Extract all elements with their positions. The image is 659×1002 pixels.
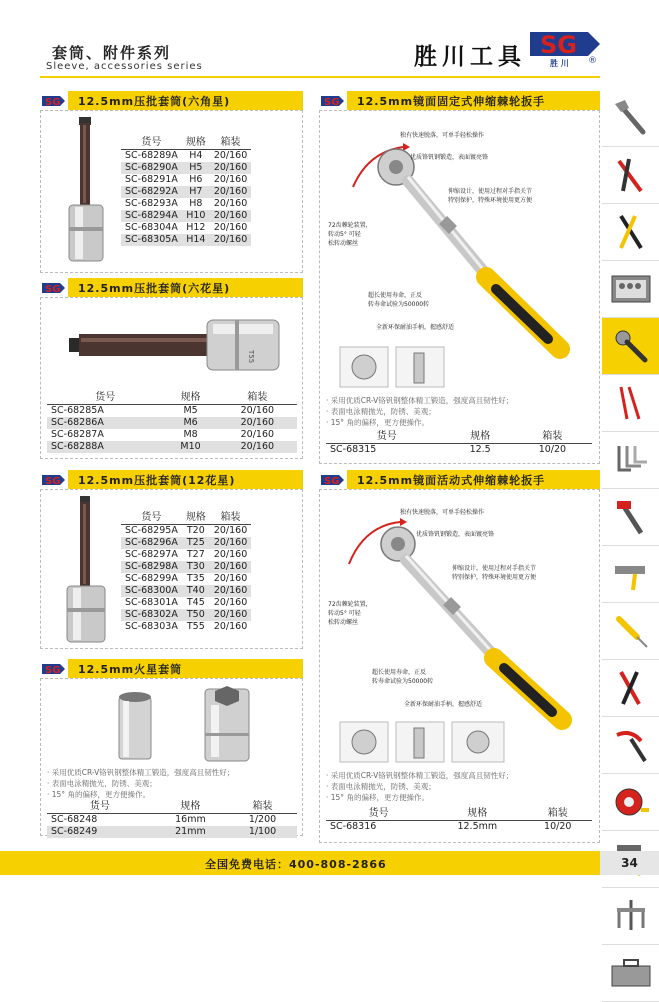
- table-row: [47, 417, 297, 429]
- spline-bit-socket-image: [61, 494, 111, 646]
- category-toolbox[interactable]: [602, 945, 659, 1002]
- table-cell: 20/160: [213, 198, 248, 209]
- category-pliers[interactable]: [602, 147, 659, 204]
- table-cell: SC-68286A: [47, 417, 163, 429]
- table-row: [47, 441, 297, 453]
- ratchet-detail-image: [338, 720, 508, 764]
- category-ratchet-sockets[interactable]: [602, 318, 659, 375]
- table-cell: T45: [186, 597, 205, 608]
- callout-teeth-3: 松转动螺丝: [328, 240, 359, 247]
- section-title: 12.5mm压批套筒(12花星): [78, 473, 236, 487]
- table-cell: 21mm: [153, 826, 228, 838]
- section-s6-panel: [319, 489, 600, 843]
- adjustable-wrench-icon: [611, 98, 651, 138]
- feature-notes: [326, 395, 513, 428]
- callout-telescopic-1: 伸缩设计，使用过程对手指关节: [452, 565, 537, 572]
- table-cell: SC-68298A: [121, 561, 182, 573]
- table-row: [47, 814, 297, 827]
- note-line: · 15° 角的偏移，更方便操作。: [326, 793, 429, 802]
- gear-puller-icon: [611, 896, 651, 936]
- cutters-icon: [611, 212, 651, 252]
- section-header-s5: [319, 91, 600, 110]
- ratchet-detail-image: [338, 345, 448, 389]
- brand-name: 胜川工具: [414, 43, 526, 70]
- note-line: · 15° 角的偏移，更方便操作。: [326, 418, 429, 427]
- table-cell: SC-68301A: [125, 597, 178, 608]
- callout-material: 优质铬钒钢锻造，表面镀亮铬: [410, 154, 489, 161]
- table-cell: 20/160: [210, 585, 251, 597]
- table-cell: 12.5: [469, 444, 491, 455]
- table-cell: 20/160: [210, 186, 251, 198]
- col-header: 货号: [121, 512, 182, 525]
- table-cell: SC-68300A: [121, 585, 182, 597]
- table-cell: 20/160: [240, 429, 275, 440]
- col-header: 箱装: [513, 431, 592, 444]
- table-row: [121, 186, 251, 198]
- section-s1-panel: [40, 110, 303, 273]
- table-cell: 20/160: [210, 537, 251, 549]
- col-header: 箱装: [523, 808, 592, 821]
- table-row: [121, 537, 251, 549]
- spark-plug-socket-image: [111, 683, 261, 763]
- table-cell: 20/160: [240, 405, 275, 416]
- note-line: · 采用优质CR-V铬钒钢整体精工锻造，强度高且韧性好；: [326, 771, 514, 780]
- callout-telescopic-1: 伸缩设计，使用过程对手指关节: [448, 188, 533, 195]
- table-row: [121, 162, 251, 174]
- col-header: 规格: [163, 392, 217, 405]
- col-header: 箱装: [210, 137, 251, 150]
- spec-table-s6: [326, 808, 592, 833]
- table-cell: 1/100: [228, 826, 297, 838]
- logo-subtext: 胜 川: [550, 59, 569, 68]
- table-cell: 10/20: [538, 444, 567, 455]
- table-cell: T50: [182, 609, 210, 621]
- callout-lifetime-1: 超长使用寿命，正反: [368, 292, 423, 299]
- pliers-icon: [611, 155, 651, 195]
- screwdriver-icon: [611, 611, 651, 651]
- section-s3-panel: [40, 489, 303, 649]
- pipe-wrench-icon: [611, 497, 651, 537]
- table-cell: H8: [189, 198, 203, 209]
- svg-text:T55: T55: [247, 350, 255, 364]
- section-header-s2: [40, 278, 303, 297]
- table-cell: 20/160: [213, 573, 248, 584]
- note-line: · 表面电泳精抛光，防锈、美观；: [47, 779, 157, 788]
- svg-text:SG: SG: [324, 475, 340, 487]
- table-row: [121, 621, 251, 633]
- table-cell: SC-68295A: [125, 525, 178, 536]
- col-header: 货号: [326, 431, 448, 444]
- hex-bit-socket-image: [63, 115, 109, 265]
- table-cell: 20/160: [210, 609, 251, 621]
- svg-text:SG: SG: [45, 283, 61, 295]
- callout-material: 优质铬钒钢锻造，表面镀亮铬: [416, 531, 495, 538]
- table-cell: H5: [182, 162, 210, 174]
- table-cell: 20/160: [218, 441, 297, 453]
- callout-teeth-3: 松转动螺丝: [328, 619, 359, 626]
- note-line: · 采用优质CR-V铬钒钢整体精工锻造，强度高且韧性好；: [47, 768, 235, 777]
- table-row: [121, 573, 251, 585]
- sg-logo-icon: [319, 470, 347, 489]
- hex-key-icon: [611, 440, 651, 480]
- table-cell: 20/160: [213, 150, 248, 161]
- category-pruners[interactable]: [602, 717, 659, 774]
- svg-text:SG: SG: [45, 475, 61, 487]
- table-row: [121, 561, 251, 573]
- registered-mark: ®: [588, 56, 597, 66]
- table-cell: M10: [163, 441, 217, 453]
- feature-notes: [326, 770, 513, 803]
- table-cell: SC-68302A: [121, 609, 182, 621]
- svg-text:SG: SG: [540, 31, 577, 59]
- sg-logo-icon: [40, 659, 68, 678]
- table-cell: T30: [182, 561, 210, 573]
- callout-teeth-1: 72齿棘轮装置，: [328, 601, 372, 608]
- col-header: 规格: [448, 431, 513, 444]
- table-row: [47, 405, 297, 418]
- table-cell: T25: [182, 537, 210, 549]
- note-line: · 采用优质CR-V铬钒钢整体精工锻造，强度高且韧性好；: [326, 396, 514, 405]
- section-title: 12.5mm镜面固定式伸缩棘轮扳手: [357, 94, 546, 108]
- table-cell: H10: [182, 210, 210, 222]
- table-cell: SC-68305A: [121, 234, 182, 246]
- category-screwdrivers[interactable]: [602, 603, 659, 660]
- section-title: 12.5mm压批套筒(六花星): [78, 281, 231, 295]
- col-header: 箱装: [228, 801, 297, 814]
- spec-table-s4: [47, 801, 297, 838]
- spec-table-s1: [121, 137, 251, 246]
- table-cell: SC-68297A: [125, 549, 178, 560]
- table-row: [121, 222, 251, 234]
- table-cell: 20/160: [210, 210, 251, 222]
- table-cell: 20/160: [210, 162, 251, 174]
- table-cell: 16mm: [175, 814, 206, 825]
- section-header-s4: [40, 659, 303, 678]
- callout-quick-release: 独有快速脱落，可单手轻松操作: [400, 509, 485, 516]
- table-row: [121, 150, 251, 163]
- category-hex-keys[interactable]: [602, 432, 659, 489]
- category-puller[interactable]: [602, 888, 659, 945]
- table-cell: SC-68292A: [121, 186, 182, 198]
- table-row: [121, 210, 251, 222]
- table-cell: T20: [186, 525, 205, 536]
- section-header-s1: [40, 91, 303, 110]
- hotline-text: 全国免费电话：400-808-2866: [205, 858, 387, 871]
- section-title: 12.5mm压批套筒(六角星): [78, 94, 231, 108]
- callout-handle: 全新环保耐油手柄，握感舒适: [404, 701, 483, 708]
- table-cell: SC-68293A: [125, 198, 178, 209]
- table-row: [121, 174, 251, 186]
- table-cell: SC-68289A: [125, 150, 178, 161]
- section-title: 12.5mm镜面活动式伸缩棘轮扳手: [357, 473, 546, 487]
- table-cell: 20/160: [213, 549, 248, 560]
- table-cell: SC-68285A: [51, 405, 104, 416]
- caulk-gun-icon: [611, 554, 651, 594]
- col-header: 货号: [326, 808, 431, 821]
- table-cell: 20/160: [210, 561, 251, 573]
- table-row: [47, 826, 297, 838]
- callout-handle: 全新环保耐油手柄，握感舒适: [376, 324, 455, 331]
- table-cell: 20/160: [210, 234, 251, 246]
- col-header: 规格: [182, 512, 210, 525]
- svg-text:SG: SG: [324, 96, 340, 108]
- table-row: [326, 444, 592, 457]
- table-cell: H12: [186, 222, 206, 233]
- table-cell: T55: [186, 621, 205, 632]
- callout-telescopic-2: 特别保护，特殊环境使用更方便: [448, 197, 533, 204]
- callout-lifetime-2: 转寿命试验为50000转: [372, 678, 434, 685]
- table-cell: SC-68294A: [121, 210, 182, 222]
- col-header: 规格: [182, 137, 210, 150]
- category-tool-set[interactable]: [602, 261, 659, 318]
- col-header: 规格: [153, 801, 228, 814]
- callout-lifetime-2: 转寿命试验为50000转: [368, 301, 430, 308]
- table-cell: 20/160: [213, 597, 248, 608]
- section-s2-panel: [40, 297, 303, 459]
- table-row: [47, 429, 297, 441]
- torx-bit-socket-image: [67, 314, 282, 374]
- table-cell: 1/200: [248, 814, 277, 825]
- sg-logo-icon: [40, 91, 68, 110]
- table-cell: T35: [186, 573, 205, 584]
- svg-text:SG: SG: [45, 664, 61, 676]
- table-cell: 20/160: [213, 621, 248, 632]
- section-title: 12.5mm火星套筒: [78, 662, 183, 676]
- col-header: 规格: [431, 808, 523, 821]
- callout-teeth-2: 转动5° 可轻: [328, 231, 361, 238]
- category-cutters[interactable]: [602, 204, 659, 261]
- page-number: 34: [600, 851, 659, 875]
- category-pipe-wrench[interactable]: [602, 489, 659, 546]
- col-header: 货号: [121, 137, 182, 150]
- section-s4-panel: [40, 678, 303, 836]
- table-cell: SC-68248: [51, 814, 98, 825]
- bolt-cutter-icon: [611, 383, 651, 423]
- table-cell: SC-68290A: [121, 162, 182, 174]
- table-cell: SC-68288A: [47, 441, 163, 453]
- page-title: 套筒、附件系列: [52, 44, 172, 62]
- callout-telescopic-2: 特别保护，特殊环境使用更方便: [452, 574, 537, 581]
- sg-logo-icon: [40, 278, 68, 297]
- table-cell: SC-68316: [330, 821, 377, 832]
- table-cell: 20/160: [213, 222, 248, 233]
- feature-notes: [47, 767, 234, 800]
- table-cell: 20/160: [213, 174, 248, 185]
- table-cell: H4: [189, 150, 203, 161]
- section-s5-panel: [319, 110, 600, 464]
- table-row: [121, 585, 251, 597]
- table-cell: 10/20: [544, 821, 572, 832]
- section-header-s6: [319, 470, 600, 489]
- brand-logo: [528, 22, 602, 74]
- table-cell: 20/160: [218, 417, 297, 429]
- table-cell: SC-68291A: [125, 174, 178, 185]
- spec-table-s5: [326, 431, 592, 456]
- table-row: [121, 597, 251, 609]
- table-cell: SC-68303A: [125, 621, 178, 632]
- table-row: [121, 234, 251, 246]
- table-cell: M5: [183, 405, 198, 416]
- table-row: [121, 525, 251, 538]
- col-header: 箱装: [210, 512, 251, 525]
- table-cell: T27: [186, 549, 205, 560]
- table-cell: SC-68299A: [125, 573, 178, 584]
- callout-teeth-1: 72齿棘轮装置，: [328, 222, 372, 229]
- category-caulk-gun[interactable]: [602, 546, 659, 603]
- tool-set-icon: [610, 272, 652, 306]
- spec-table-s3: [121, 512, 251, 633]
- col-header: 货号: [47, 801, 153, 814]
- table-cell: T40: [182, 585, 210, 597]
- callout-lifetime-1: 超长使用寿命，正反: [372, 669, 427, 676]
- table-cell: H7: [182, 186, 210, 198]
- table-cell: SC-68304A: [125, 222, 178, 233]
- spec-table-s2: [47, 392, 297, 453]
- table-cell: SC-68296A: [121, 537, 182, 549]
- toolbox-icon: [610, 956, 652, 990]
- svg-text:SG: SG: [45, 96, 61, 108]
- table-cell: SC-68315: [330, 444, 377, 455]
- category-bolt-cutter[interactable]: [602, 375, 659, 432]
- table-cell: M6: [163, 417, 217, 429]
- note-line: · 表面电泳精抛光，防锈、美观；: [326, 407, 436, 416]
- header-divider: [40, 76, 600, 78]
- callout-teeth-2: 转动5° 可轻: [328, 610, 361, 617]
- category-tape-measure[interactable]: [602, 774, 659, 831]
- table-row: [326, 821, 592, 834]
- table-cell: M8: [183, 429, 198, 440]
- table-cell: 12.5mm: [457, 821, 498, 832]
- table-row: [121, 198, 251, 210]
- category-crimpers[interactable]: [602, 660, 659, 717]
- table-cell: H14: [182, 234, 210, 246]
- table-cell: 20/160: [213, 525, 248, 536]
- category-adjustable-wrench[interactable]: [602, 90, 659, 147]
- col-header: 货号: [47, 392, 163, 405]
- sg-logo-icon: [40, 470, 68, 489]
- tape-measure-icon: [611, 782, 651, 822]
- sg-logo-icon: [319, 91, 347, 110]
- crimper-icon: [611, 668, 651, 708]
- table-cell: SC-68287A: [51, 429, 104, 440]
- note-line: · 15° 角的偏移，更方便操作。: [47, 790, 150, 799]
- ratchet-icon: [611, 326, 651, 366]
- note-line: · 表面电泳精抛光，防锈、美观；: [326, 782, 436, 791]
- table-cell: SC-68249: [47, 826, 153, 838]
- page-subtitle: Sleeve, accessories series: [46, 61, 203, 72]
- callout-quick-release: 独有快速脱落，可单手轻松操作: [400, 132, 485, 139]
- col-header: 箱装: [218, 392, 297, 405]
- table-cell: H6: [189, 174, 203, 185]
- section-header-s3: [40, 470, 303, 489]
- pruner-icon: [611, 725, 651, 765]
- table-row: [121, 609, 251, 621]
- table-row: [121, 549, 251, 561]
